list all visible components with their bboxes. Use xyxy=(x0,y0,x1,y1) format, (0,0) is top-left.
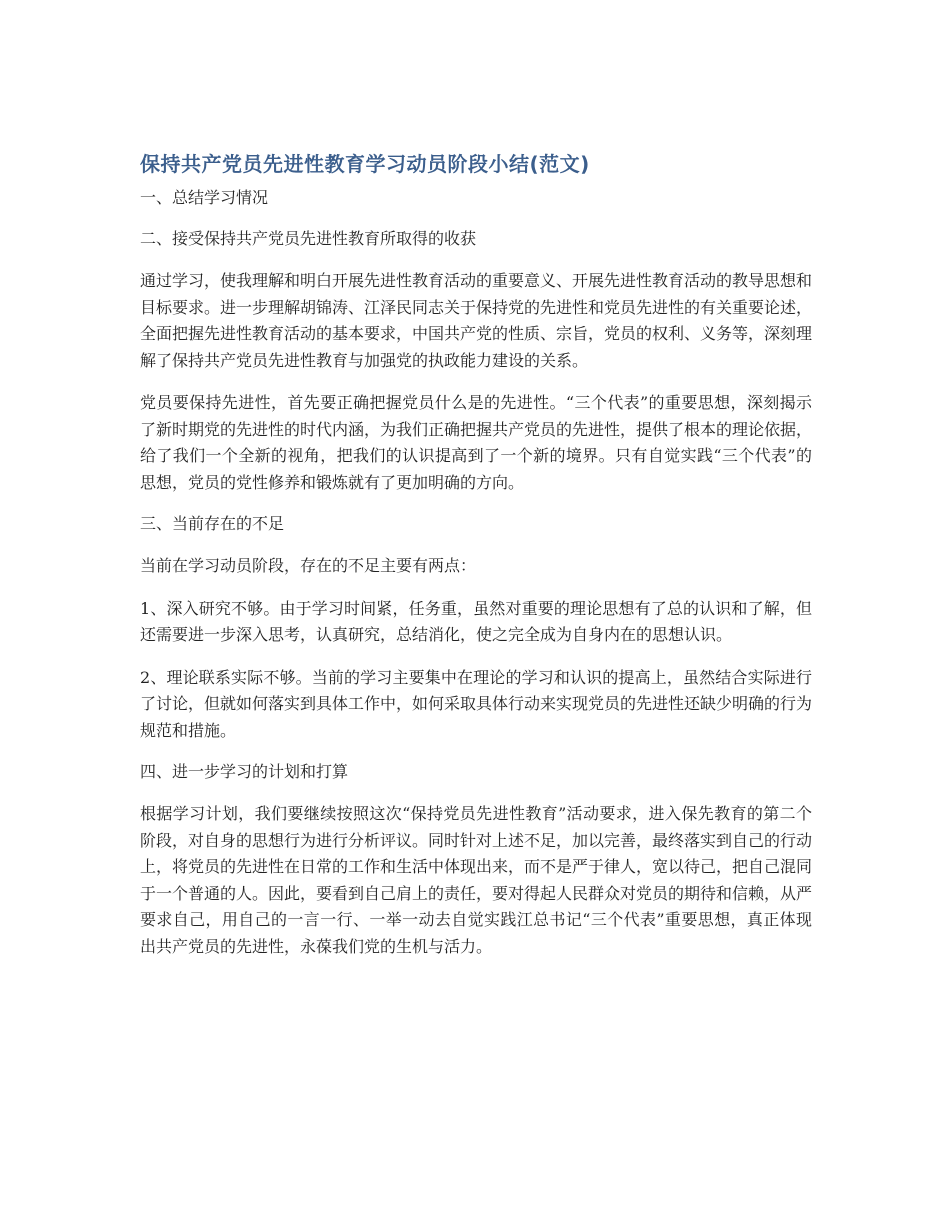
section-heading-gains: 二、接受保持共产党员先进性教育所取得的收获 xyxy=(140,229,477,248)
paragraph-shortcomings-intro: 当前在学习动员阶段，存在的不足主要有两点： xyxy=(140,556,477,575)
paragraph-gains-understanding: 通过学习，使我理解和明白开展先进性教育活动的重要意义、开展先进性教育活动的教导思想和目标要求。进一步理解胡锦涛、江泽民同志关于保持党的先进性和党员先进性的有关重要论述，全面把握先进性教育活动的基本要求，中国共产党的性质、宗旨，党员的权利、义务等，深刻理解了保持共产党员先进性教育与加强党的执政能力建设的关系。 xyxy=(140,271,813,370)
section-heading-shortcomings: 三、当前存在的不足 xyxy=(140,514,285,533)
section-heading-summary: 一、总结学习情况 xyxy=(140,188,269,207)
document-title: 保持共产党员先进性教育学习动员阶段小结(范文) xyxy=(140,152,590,176)
list-item-shortcoming-1: 1、深入研究不够。由于学习时间紧，任务重，虽然对重要的理论思想有了总的认识和了解，但还需要进一步深入思考，认真研究，总结消化，使之完全成为自身内在的思想认识。 xyxy=(140,598,812,644)
paragraph-plan: 根据学习计划，我们要继续按照这次“保持党员先进性教育”活动要求，进入保先教育的第二个阶段，对自身的思想行为进行分析评议。同时针对上述不足，加以完善，最终落实到自己的行动上，将党员的先进性在日常的工作和生活中体现出来，而不是严于律人，宽以待己，把自己混同于一个普通的人。因此，要看到自己肩上的责任，要对得起人民群众对党员的期待和信赖，从严要求自己，用自己的一言一行、一举一动去自觉实践江总书记“三个代表”重要思想，真正体现出共产党员的先进性，永葆我们党的生机与活力。 xyxy=(140,804,813,956)
list-item-shortcoming-2: 2、理论联系实际不够。当前的学习主要集中在理论的学习和认识的提高上，虽然结合实际进行了讨论，但就如何落实到具体工作中，如何采取具体行动来实现党员的先进性还缺少明确的行为规范和措施。 xyxy=(140,667,813,740)
document-body xyxy=(140,148,812,976)
section-heading-plan: 四、进一步学习的计划和打算 xyxy=(140,762,349,781)
paragraph-gains-advancement: 党员要保持先进性，首先要正确把握党员什么是的先进性。“三个代表”的重要思想，深刻揭示了新时期党的先进性的时代内涵，为我们正确把握共产党员的先进性，提供了根本的理论依据，给了我们一个全新的视角，把我们的认识提高到了一个新的境界。只有自觉实践“三个代表”的思想，党员的党性修养和锻炼就有了更加明确的方向。 xyxy=(140,393,813,492)
